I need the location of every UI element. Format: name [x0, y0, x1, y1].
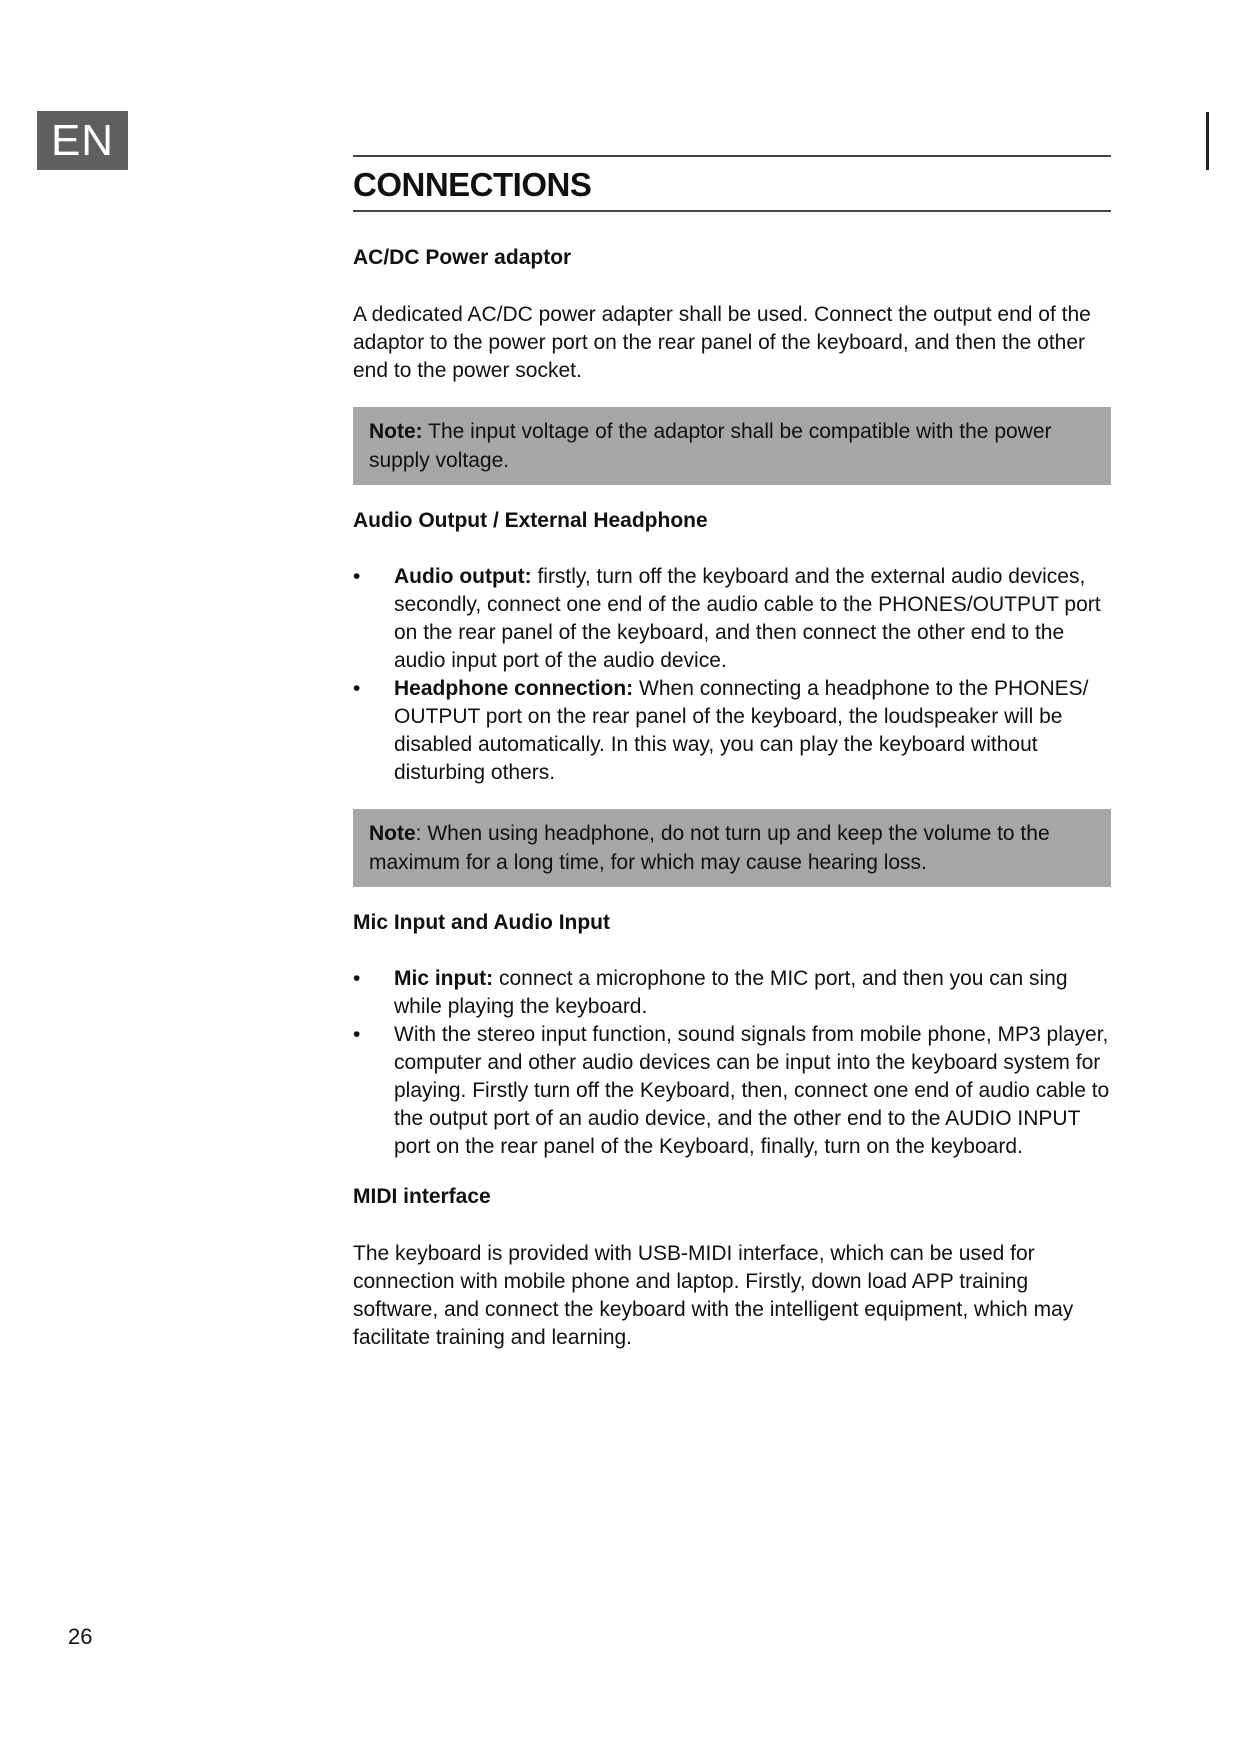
- bullet-icon: •: [353, 677, 361, 700]
- item-lead: Mic input:: [394, 967, 494, 990]
- audio-output-list: [353, 563, 1111, 787]
- title-rule-top: [353, 155, 1111, 157]
- item-lead: Headphone connection:: [394, 677, 634, 700]
- bullet-icon: •: [353, 967, 361, 990]
- power-note: [353, 407, 1111, 485]
- item-text: connect a microphone to the MIC port, and then you can sing while playing the keyboard.: [394, 967, 1068, 1018]
- page-content: [353, 155, 1111, 1352]
- midi-paragraph: The keyboard is provided with USB-MIDI interface, which can be used for connection with mobile phone and laptop. Firstly, down load APP training software, and connect the keyboard with the intelligent equipment, which may facilitate training and learning.: [353, 1242, 1074, 1349]
- list-item: [353, 563, 1111, 675]
- bullet-icon: •: [353, 1023, 361, 1046]
- page-edge-mark: [1206, 112, 1209, 170]
- mic-input-list: [353, 965, 1111, 1161]
- item-lead: Audio output:: [394, 565, 532, 588]
- power-paragraph: A dedicated AC/DC power adapter shall be used. Connect the output end of the adaptor to the power port on the rear panel of the keyboard, and then the other end to the power socket.: [353, 303, 1091, 382]
- list-item: [353, 675, 1111, 787]
- list-item: [353, 965, 1111, 1021]
- title-rule-bottom: [353, 210, 1111, 212]
- power-heading: AC/DC Power adaptor: [353, 246, 572, 269]
- list-item: [353, 1021, 1111, 1161]
- note-text: : When using headphone, do not turn up and keep the volume to the maximum for a long time, for which may cause hearing loss.: [369, 822, 1050, 874]
- page-number: 26: [68, 1624, 93, 1649]
- note-label: Note:: [369, 420, 423, 443]
- note-label: Note: [369, 822, 416, 845]
- bullet-icon: •: [353, 565, 361, 588]
- audio-output-heading: Audio Output / External Headphone: [353, 509, 708, 532]
- headphone-note: [353, 809, 1111, 887]
- page-title: CONNECTIONS: [353, 166, 592, 203]
- language-badge: EN: [37, 111, 128, 170]
- note-text: The input voltage of the adaptor shall be compatible with the power supply voltage.: [369, 420, 1052, 472]
- item-text: firstly, turn off the keyboard and the external audio devices, secondly, connect one end of the audio cable to the PHONES/OUTPUT port on the rear panel of the keyboard, and then connect the other end to the audio input port of the audio device.: [394, 565, 1101, 672]
- item-text: With the stereo input function, sound signals from mobile phone, MP3 player, computer and other audio devices can be input into the keyboard system for playing. Firstly turn off the Keyboard, then, connect one end of audio cable to the output port of an audio device, and the other end to the AUDIO INPUT port on the rear panel of the Keyboard, finally, turn on the keyboard.: [394, 1023, 1110, 1158]
- midi-heading: MIDI interface: [353, 1185, 491, 1208]
- mic-input-heading: Mic Input and Audio Input: [353, 911, 611, 934]
- item-text: When connecting a headphone to the PHONES/ OUTPUT port on the rear panel of the keyboard, the loudspeaker will be disabled automatically. In this way, you can play the keyboard without disturbing others.: [394, 677, 1089, 784]
